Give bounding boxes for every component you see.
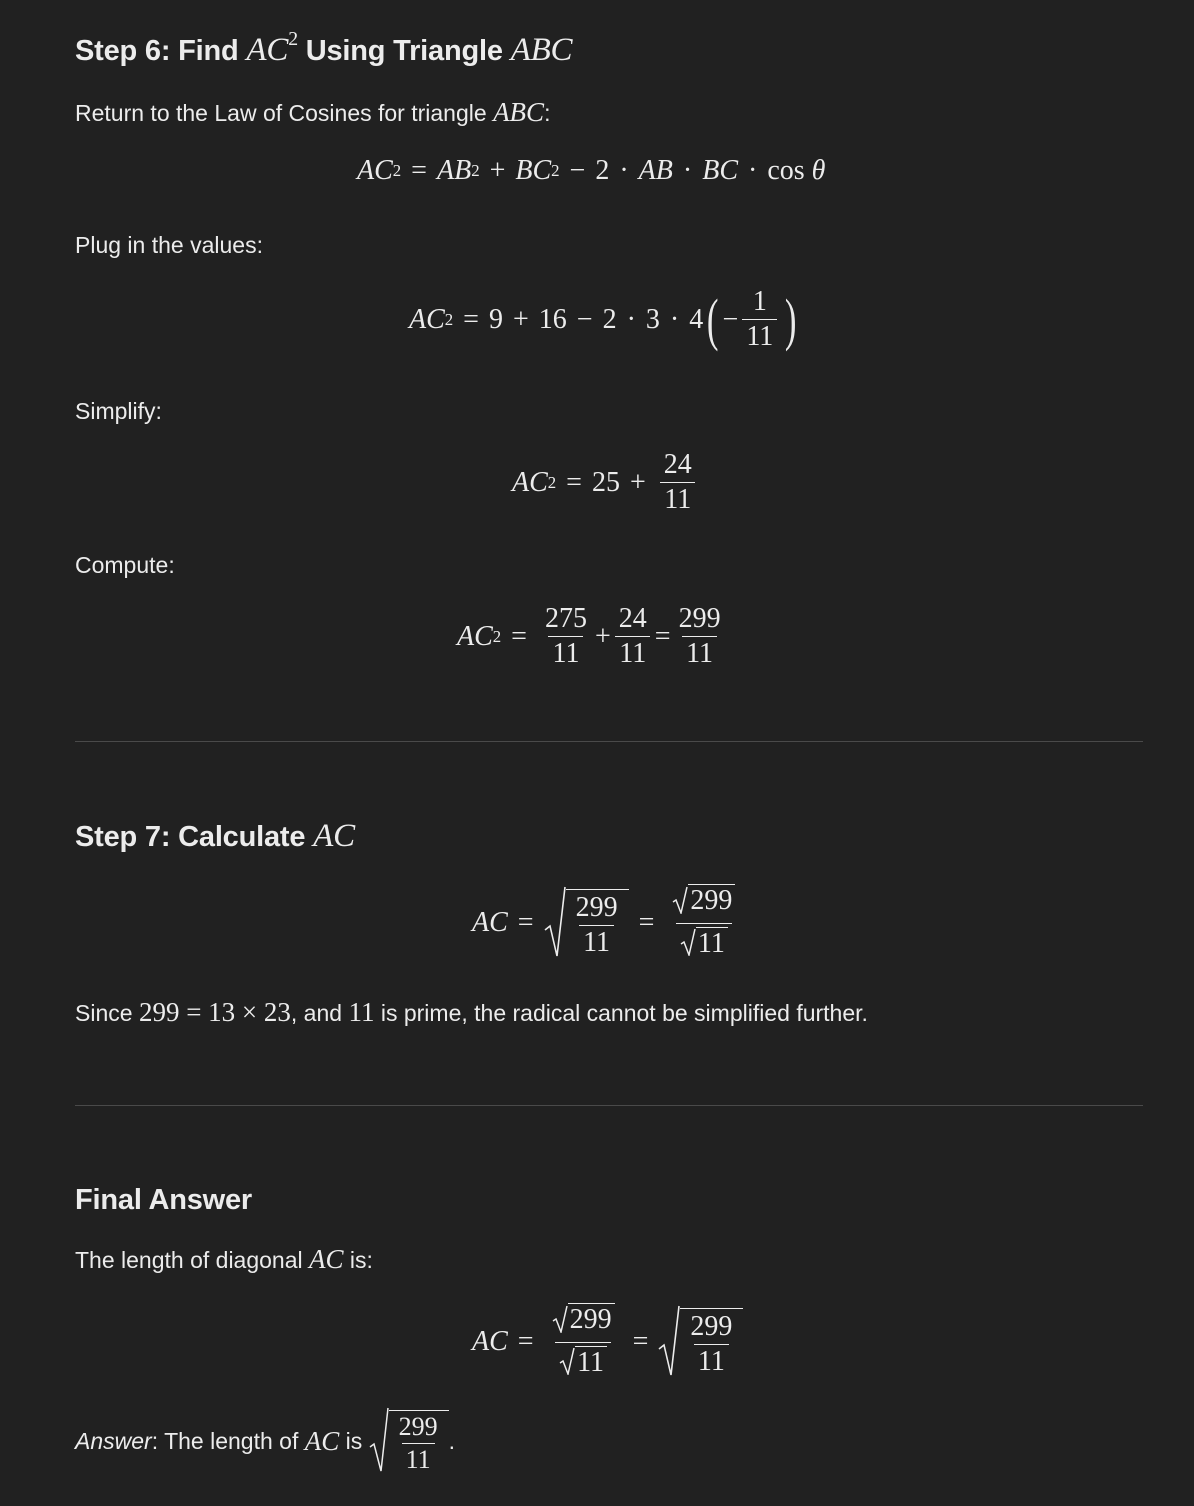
denominator — [555, 1342, 611, 1382]
radicand: 11 — [575, 1346, 607, 1377]
numerator — [548, 1303, 619, 1342]
math-num: 2 — [595, 155, 610, 186]
math-num: 4 — [689, 303, 704, 335]
section-divider — [75, 1105, 1143, 1106]
left-paren: ( — [707, 286, 719, 352]
section-divider — [75, 741, 1143, 742]
denominator: 11 — [548, 636, 583, 668]
radical-sign — [559, 1347, 575, 1375]
math-AC: AC — [309, 1244, 344, 1274]
simplify-label: Simplify: — [75, 398, 162, 424]
fraction — [742, 288, 777, 351]
radicand — [389, 1410, 449, 1473]
radicand — [680, 1308, 743, 1376]
math-AC: AC — [512, 466, 548, 498]
numerator: 299 — [690, 1311, 733, 1342]
numerator: 299 — [575, 892, 618, 923]
note-mid: , and — [290, 1000, 343, 1026]
step6-intro: Return to the Law of Cosines for triangle ABC: — [75, 97, 551, 127]
math-AC: AC — [472, 907, 508, 938]
math-num: 16 — [538, 303, 567, 335]
step7-note — [75, 997, 868, 1028]
plug-values-equation: AC 2 = 9 + 16 − 2 · 3 · 4 ( − $\frac{1}{11}$ ) — [409, 286, 797, 352]
math-AC: AC — [313, 818, 355, 854]
simplify-equation: AC 2 = 25 + $\frac{24}{11}$ — [512, 451, 700, 514]
fraction — [675, 605, 725, 668]
denominator: 11 — [615, 636, 650, 668]
sqrt — [552, 1303, 615, 1334]
sqrt — [559, 1346, 607, 1377]
math-BC: BC — [515, 155, 552, 186]
final-intro-text: The length of diagonal — [75, 1247, 303, 1273]
numerator — [668, 884, 739, 923]
math-AC: AC — [457, 620, 493, 652]
radical-sign — [672, 886, 688, 914]
fraction — [686, 1313, 736, 1376]
sqrt-fraction — [544, 886, 629, 960]
math-num: 11 — [348, 997, 375, 1027]
math-AC: AC — [357, 155, 393, 186]
radical-sign — [680, 928, 696, 956]
step6-heading — [75, 28, 573, 69]
radicand: 299 — [568, 1303, 615, 1334]
fraction — [572, 894, 622, 957]
sqrt-fraction — [369, 1407, 449, 1475]
radical-sign — [369, 1407, 389, 1475]
denominator — [676, 923, 732, 963]
math-BC: BC — [702, 155, 738, 186]
radical-sign — [544, 886, 566, 960]
step6-intro-text: Return to the Law of Cosines for triangle — [75, 100, 487, 126]
fraction — [548, 1303, 619, 1381]
sqrt — [672, 884, 735, 915]
sqrt — [680, 927, 728, 958]
compute-label: Compute: — [75, 552, 175, 578]
math-AB: AB — [638, 155, 673, 186]
math-num: 25 — [591, 466, 620, 498]
math-AB: AB — [436, 155, 472, 186]
radicand: 11 — [696, 927, 728, 958]
radicand: 299 — [688, 884, 735, 915]
math-AC2: $AC^2$ — [246, 28, 298, 68]
step6-heading-mid: Using Triangle — [305, 35, 503, 67]
math-num: 9 — [488, 303, 503, 335]
law-of-cosines-equation: AC 2 = AB 2 + BC 2 − 2 · AB · BC · cos θ — [357, 155, 826, 186]
math-ABC-inline: ABC — [493, 97, 545, 127]
answer-text: : The length of — [151, 1427, 299, 1454]
radical-sign — [552, 1305, 568, 1333]
math-cos: cos — [767, 155, 805, 186]
denominator: 11 — [402, 1443, 435, 1473]
final-equation: AC = $\frac{299}{11}$ = $\frac{299}{11}$ — [472, 1303, 743, 1381]
denominator: 11 — [694, 1344, 729, 1376]
answer-is: is — [345, 1427, 363, 1454]
step6-heading-prefix: Step 6: Find — [75, 35, 239, 67]
final-heading: Final Answer — [75, 1184, 253, 1216]
numerator: 299 — [678, 603, 721, 634]
final-intro — [75, 1244, 373, 1275]
note-prefix: Since — [75, 1000, 133, 1026]
denominator: 11 — [660, 482, 695, 514]
step7-heading — [75, 818, 355, 855]
final-intro-suffix: is: — [349, 1247, 373, 1273]
math-AC: AC — [472, 1326, 508, 1357]
answer-label: Answer — [75, 1427, 152, 1454]
answer-line: Answer : The length of AC is $\frac{299}{11}$ . — [75, 1407, 455, 1475]
numerator: 1 — [752, 286, 767, 317]
radical-sign — [658, 1305, 680, 1379]
fraction — [541, 605, 591, 668]
math-AC: AC — [409, 303, 445, 335]
plug-label: Plug in the values: — [75, 232, 263, 258]
math-AC: AC — [304, 1425, 340, 1456]
fraction — [395, 1411, 442, 1474]
numerator: 24 — [663, 449, 692, 480]
denominator: 11 — [579, 925, 614, 957]
math-theta: θ — [811, 155, 826, 186]
denominator: 11 — [742, 319, 777, 351]
compute-equation: AC 2 = $\frac{275}{11}$ + $\frac{24}{11}$ = $\frac{299}{11}$ — [457, 605, 729, 668]
denominator: 11 — [682, 636, 717, 668]
math-num: 2 — [602, 303, 617, 335]
math-num: 3 — [645, 303, 660, 335]
math-ABC: ABC — [510, 32, 573, 68]
fraction — [615, 605, 651, 668]
numerator: 275 — [544, 603, 587, 634]
step7-heading-prefix: Step 7: Calculate — [75, 821, 306, 853]
numerator: 24 — [618, 603, 647, 634]
fraction — [660, 451, 696, 514]
fraction — [668, 884, 739, 962]
numerator: 299 — [398, 1411, 438, 1441]
sqrt-fraction — [658, 1305, 743, 1379]
right-paren: ) — [785, 286, 797, 352]
note-suffix: is prime, the radical cannot be simplified further. — [380, 1000, 868, 1026]
step7-equation: AC = $\frac{299}{11}$ = $\frac{299}{11}$ — [472, 884, 743, 962]
radicand — [566, 889, 629, 957]
note-equation: 299 = 13 × 23 — [138, 997, 291, 1027]
